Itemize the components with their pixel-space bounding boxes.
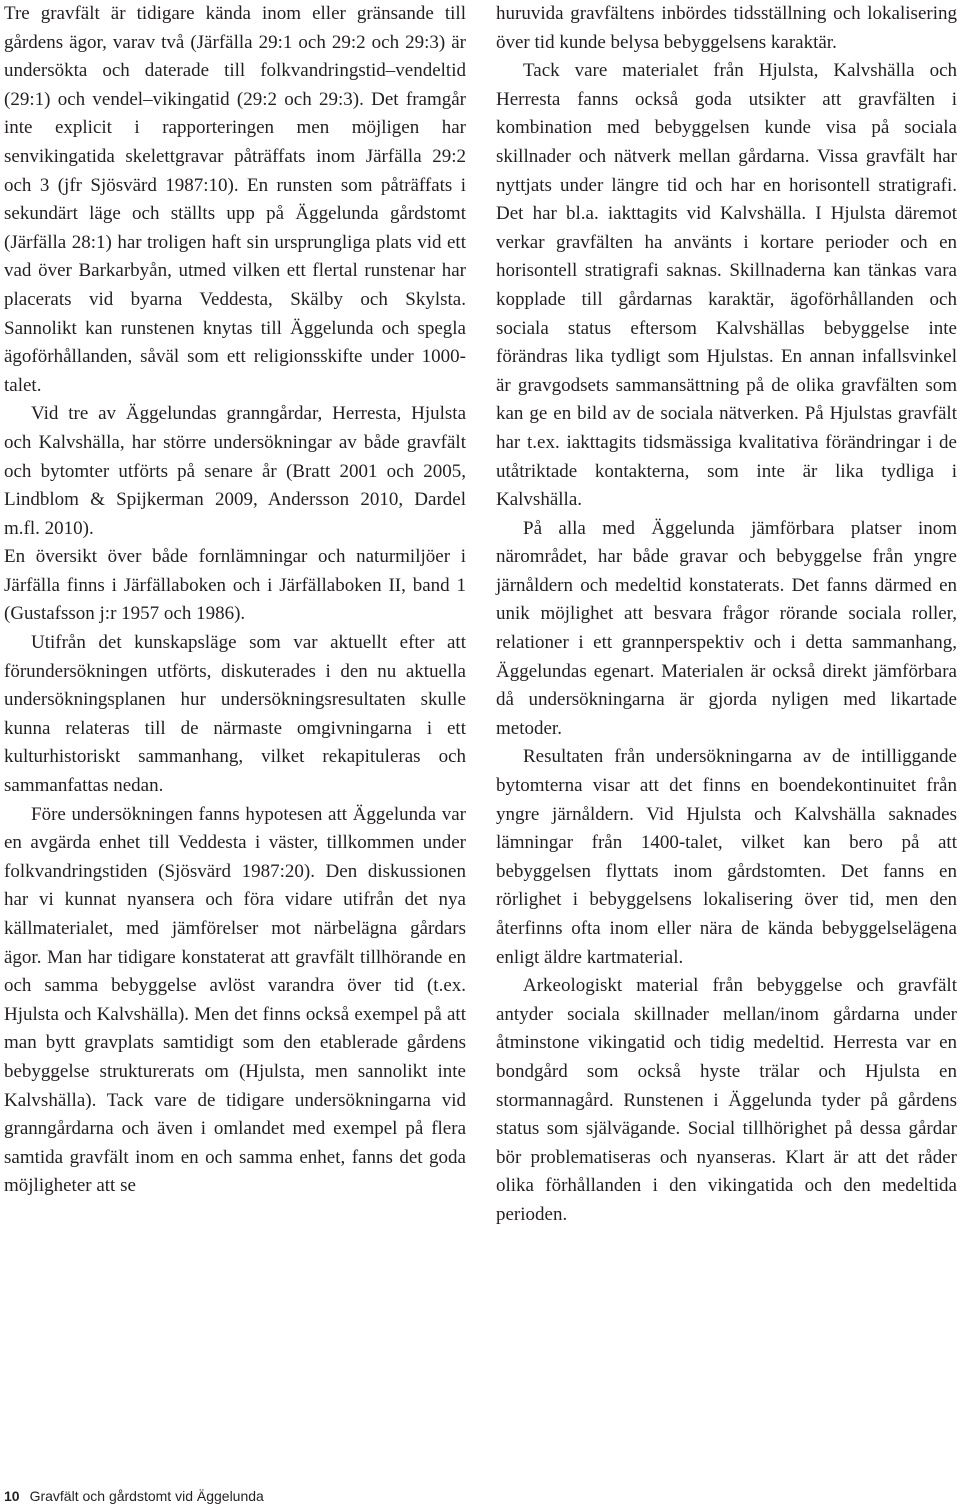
running-title: Gravfält och gårdstomt vid Äggelunda [29,1488,264,1504]
paragraph: Tack vare materialet från Hjulsta, Kalvshälla och Herresta fanns också goda utsikter att gravfälten i kombination med bebyggelsen kunde visa på sociala skillnader och nätverk mellan gårdarna. Vissa gravfält har nyttjats under längre tid och har en horisontell stratigrafi. Det har bl.a. iakttagits vid Kalvshälla. I Hjulsta däremot verkar gravfälten ha använts i kortare perioder och en horisontell stratigrafi saknas. Skillnaderna kan tänkas vara kopplade till gårdarnas karaktär, ägoförhållanden och sociala status eftersom Kalvshällas bebyggelse inte förändras lika tydligt som Hjulstas. En annan infallsvinkel är gravgodsets sammansättning på de olika gravfälten som kan ge en bild av de sociala nätverken. På Hjulstas gravfält har t.ex. iakttagits tidsmässiga kvalitativa förändringar i de utåtriktade kontakterna, som inte är lika tydliga i Kalvshälla. [496,60,957,511]
page-number: 10 [4,1488,20,1504]
paragraph: Arkeologiskt material från bebyggelse och gravfält antyder sociala skillnader mellan/inom gårdarna under åtminstone vikingatid och tidig medeltid. Herresta var en bondgård som också hyste trälar och Hjulsta en stormannagård. Runstenen i Äggelunda tyder på gårdens status som självägande. Social tillhörighet på dessa gårdar bör problematiseras och nyanseras. Klart är att det råder olika förhållanden i den vikingatida och den medeltida perioden. [496,975,957,1225]
page-footer [4,1488,264,1504]
paragraph: huruvida gravfältens inbördes tidsställning och lokalisering över tid kunde belysa bebyggelsens karaktär. [496,3,957,53]
paragraph: På alla med Äggelunda jämförbara platser inom närområdet, har både gravar och bebyggelse från yngre järnåldern och medeltid konstaterats. Det fanns därmed en unik möjlighet att besvara frågor rörande sociala roller, relationer i ett grannperspektiv och i detta sammanhang, Äggelundas egenart. Materialen är också direkt jämförbara då undersökningarna är gjorda nyligen med likartade metoder. [496,517,957,739]
paragraph: Resultaten från undersökningarna av de intilliggande bytomterna visar att det finns en boendekontinuitet från yngre järnåldern. Vid Hjulsta och Kalvshälla saknades lämningar från 1400-talet, vilket kan bero på att bebyggelsen flyttats inom gårdstomten. Det fanns en rörlighet i bebyggelsens lokalisering över tid, men den återfinns ofta inom eller nära de kända bebyggelselägena enligt äldre kartmaterial. [496,746,957,968]
paragraph: Före undersökningen fanns hypotesen att Äggelunda var en avgärda enhet till Veddesta i väster, tillkommen under folkvandringstiden (Sjösvärd 1987:20). Den diskussionen har vi kunnat nyansera och föra vidare utifrån det nya källmaterialet, med jämförelser mot närbelägna gårdars ägor. Man har tidigare konstaterat att gravfält tillhörande en och samma bebyggelse avlöst varandra över tid (t.ex. Hjulsta och Kalvshälla). Men det finns också exempel på att man bytt gravplats samtidigt som den etablerade gårdens bebyggelse strukturerats om (Hjulsta, men sannolikt inte Kalvshälla). Tack vare de tidigare undersökningarna vid granngårdarna och även i omlandet med exempel på flera samtida gravfält inom en och samma enhet, fanns det goda möjligheter att se [4,803,466,1197]
paragraph: Vid tre av Äggelundas granngårdar, Herresta, Hjulsta och Kalvshälla, har större undersökningar av både gravfält och bytomter utförts på senare år (Bratt 2001 och 2005, Lindblom & Spijkerman 2009, Andersson 2010, Dardel m.fl. 2010). [4,403,466,539]
right-text-column [496,0,957,1230]
left-text-column [4,0,466,1201]
paragraph: En översikt över både fornlämningar och naturmiljöer i Järfälla finns i Järfällaboken och i Järfällaboken II, band 1 (Gustafsson j:r 1957 och 1986). [4,546,466,625]
paragraph: Utifrån det kunskapsläge som var aktuellt efter att förundersökningen utförts, diskuterades i den nu aktuella undersökningsplanen hur undersökningsresultaten skulle kunna relateras till de närmaste omgivningarna i ett kulturhistoriskt sammanhang, vilket rekapituleras och sammanfattas nedan. [4,632,466,797]
paragraph: Tre gravfält är tidigare kända inom eller gränsande till gårdens ägor, varav två (Järfälla 29:1 och 29:2 och 29:3) är undersökta och daterade till folkvandringstid–vendeltid (29:1) och vendel–vikingatid (29:2 och 29:3). Det framgår inte explicit i rapporteringen men möjligen har senvikingatida skelettgravar påträffats inom Järfälla 29:2 och 3 (jfr Sjösvärd 1987:10). En runsten som påträffats i sekundärt läge och ställts upp på Äggelunda gårdstomt (Järfälla 28:1) har troligen haft sin ursprungliga plats vid ett vad över Barkarbyån, utmed vilken ett flertal runstenar har placerats vid byarna Veddesta, Skälby och Skylsta. Sannolikt kan runstenen knytas till Äggelunda och spegla ägoförhållanden, såväl som ett religionsskifte under 1000-talet. [4,3,466,396]
